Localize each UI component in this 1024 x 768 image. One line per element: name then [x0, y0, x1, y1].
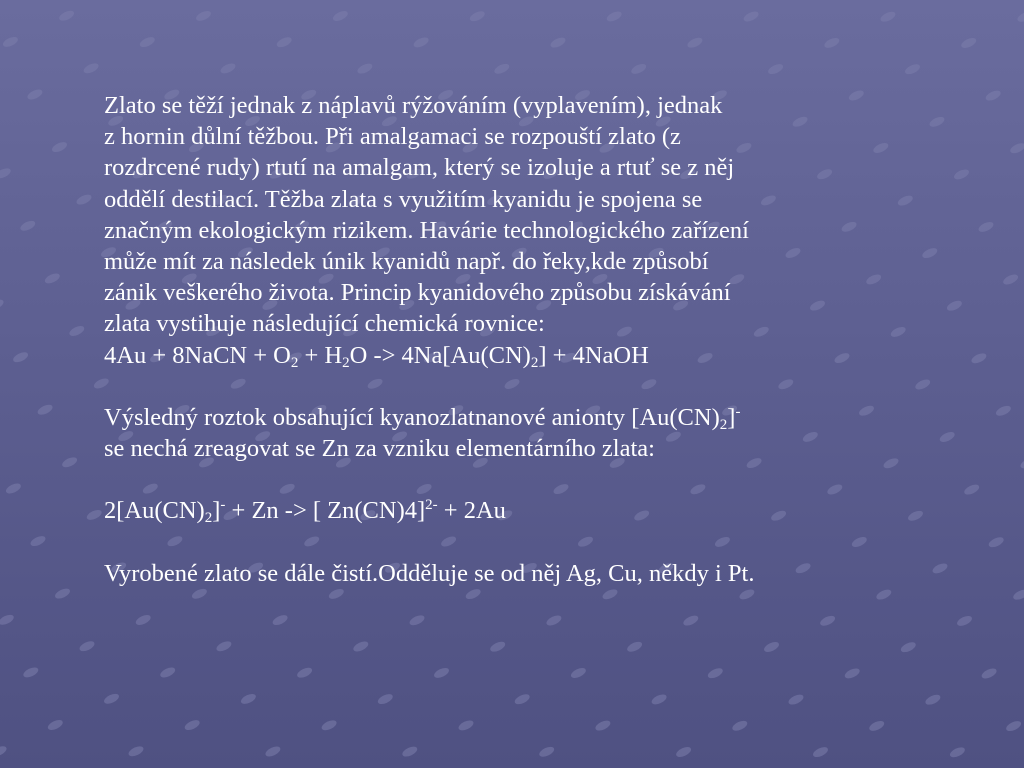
spacer [104, 371, 944, 402]
background-dot [569, 666, 587, 680]
background-dot [626, 640, 644, 654]
background-dot [787, 693, 805, 707]
text-line [104, 402, 944, 433]
background-dot [0, 166, 12, 180]
background-dot [984, 89, 1002, 103]
background-dot [682, 614, 700, 628]
subscript: 2 [530, 354, 539, 371]
background-dot [0, 744, 8, 758]
background-dot [134, 613, 152, 627]
background-dot [763, 640, 781, 654]
background-dot [538, 745, 556, 759]
background-dot [1016, 10, 1024, 24]
background-dot [994, 404, 1012, 418]
subscript: 2 [342, 354, 350, 371]
background-dot [356, 62, 374, 76]
background-dot [75, 193, 93, 207]
background-dot [1019, 456, 1024, 470]
background-dot [412, 35, 430, 49]
background-dot [963, 483, 981, 497]
background-dot [742, 9, 760, 23]
background-dot [823, 36, 841, 50]
background-dot [924, 693, 942, 707]
spacer [104, 464, 944, 495]
background-dot [767, 62, 785, 76]
background-dot [650, 692, 668, 706]
background-dot [22, 665, 40, 679]
background-dot [812, 745, 830, 759]
superscript: 2- [425, 497, 438, 514]
zinc-reduction-equation [104, 495, 944, 526]
equation-text: + Zn -> [ Zn(CN)4] [225, 497, 426, 525]
background-dot [401, 745, 419, 759]
background-dot [457, 718, 475, 732]
equation-text: ] [212, 497, 221, 525]
paragraph-text: ] [727, 403, 736, 431]
subscript: 2 [204, 510, 213, 527]
paragraph-anion-reaction [104, 402, 944, 464]
background-dot [103, 692, 121, 706]
background-dot [159, 665, 177, 679]
background-dot [977, 220, 995, 234]
background-dot [875, 588, 893, 602]
background-dot [68, 324, 86, 338]
background-dot [352, 639, 370, 653]
text-line: rozdrcené rudy) rtutí na amalgam, který se izoluje a rtuť se z něj [104, 154, 735, 182]
background-dot [85, 508, 103, 522]
background-dot [219, 61, 237, 75]
background-dot [78, 639, 96, 653]
background-dot [948, 745, 966, 759]
background-dot [0, 613, 15, 627]
background-dot [26, 87, 44, 101]
background-dot [320, 718, 338, 732]
background-dot [215, 639, 233, 653]
background-dot [493, 62, 511, 76]
background-dot [138, 35, 156, 49]
text-line: z hornin důlní těžbou. Při amalgamaci se rozpouští zlato (z [104, 123, 681, 151]
equation-text: + 2Au [437, 497, 506, 525]
background-dot [960, 36, 978, 50]
text-line: Zlato se těží jednak z náplavů rýžováním (vyplavením), jednak [104, 92, 723, 119]
background-dot [1005, 719, 1023, 733]
background-dot [0, 298, 5, 312]
background-dot [630, 62, 648, 76]
equation-text: O -> 4Na[Au(CN) [349, 341, 531, 369]
background-dot [239, 692, 257, 706]
text-line: se nechá zreagovat se Zn za vzniku elementárního zlata: [104, 435, 655, 463]
background-dot [43, 271, 61, 285]
background-dot [51, 140, 69, 154]
spacer [104, 527, 944, 558]
superscript: - [220, 497, 226, 514]
background-dot [675, 745, 693, 759]
background-dot [945, 299, 963, 313]
background-dot [58, 9, 76, 23]
equation-text: 4Au + 8NaCN + O [104, 341, 291, 369]
background-dot [54, 587, 72, 601]
text-line: může mít za následek únik kyanidů např. do řeky,kde způsobí [104, 247, 709, 275]
background-dot [601, 587, 619, 601]
background-dot [1, 35, 19, 49]
subscript: 2 [719, 416, 728, 433]
background-dot [36, 403, 54, 417]
superscript: - [735, 403, 741, 420]
background-dot [953, 167, 971, 181]
background-dot [1012, 588, 1024, 602]
background-dot [275, 35, 293, 49]
subscript: 2 [290, 354, 299, 371]
equation-text: + H [298, 341, 343, 369]
background-dot [899, 640, 917, 654]
paragraph-text: Výsledný roztok obsahující kyanozlatnanové anionty [Au(CN) [104, 403, 720, 431]
paragraph-gold-extraction [104, 90, 944, 371]
background-dot [19, 219, 37, 233]
background-dot [12, 350, 30, 364]
background-dot [545, 613, 563, 627]
background-dot [843, 666, 861, 680]
background-dot [46, 718, 64, 732]
closing-sentence: Vyrobené zlato se dále čistí.Odděluje se od něj Ag, Cu, někdy i Pt. [104, 559, 755, 587]
background-dot [868, 719, 886, 733]
background-dot [706, 666, 724, 680]
background-dot [731, 719, 749, 733]
background-dot [264, 744, 282, 758]
background-dot [879, 10, 897, 24]
background-dot [464, 587, 482, 601]
background-dot [686, 36, 704, 50]
background-dot [468, 9, 486, 23]
background-dot [408, 613, 426, 627]
background-dot [970, 351, 988, 365]
background-dot [183, 718, 201, 732]
background-dot [331, 9, 349, 23]
text-line: oddělí destilací. Těžba zlata s využitím kyanidu je spojena se [104, 185, 703, 213]
background-dot [1009, 141, 1024, 155]
background-dot [549, 36, 567, 50]
background-dot [195, 9, 213, 23]
text-line: zlata vystihuje následující chemická rovnice: [104, 310, 545, 338]
background-dot [296, 666, 314, 680]
background-dot [4, 481, 22, 495]
background-dot [82, 61, 100, 75]
background-dot [433, 666, 451, 680]
text-line: značným ekologickým rizikem. Havárie technologického zařízení [104, 216, 749, 244]
text-line: zánik veškerého života. Princip kyanidového způsobu získávání [104, 279, 731, 307]
background-dot [594, 719, 612, 733]
background-dot [61, 455, 79, 469]
background-dot [376, 692, 394, 706]
background-dot [1002, 272, 1020, 286]
equation-text: 2[Au(CN) [104, 497, 205, 525]
background-dot [271, 613, 289, 627]
background-dot [956, 614, 974, 628]
background-dot [819, 614, 837, 628]
background-dot [513, 692, 531, 706]
background-dot [904, 62, 922, 76]
background-dot [489, 640, 507, 654]
background-dot [980, 666, 998, 680]
slide-body [104, 90, 944, 589]
background-dot [605, 9, 623, 23]
background-dot [738, 587, 756, 601]
cyanide-equation [104, 340, 944, 371]
background-dot [29, 534, 47, 548]
background-dot [127, 744, 145, 758]
equation-text: ] + 4NaOH [538, 341, 649, 369]
background-dot [987, 535, 1005, 549]
